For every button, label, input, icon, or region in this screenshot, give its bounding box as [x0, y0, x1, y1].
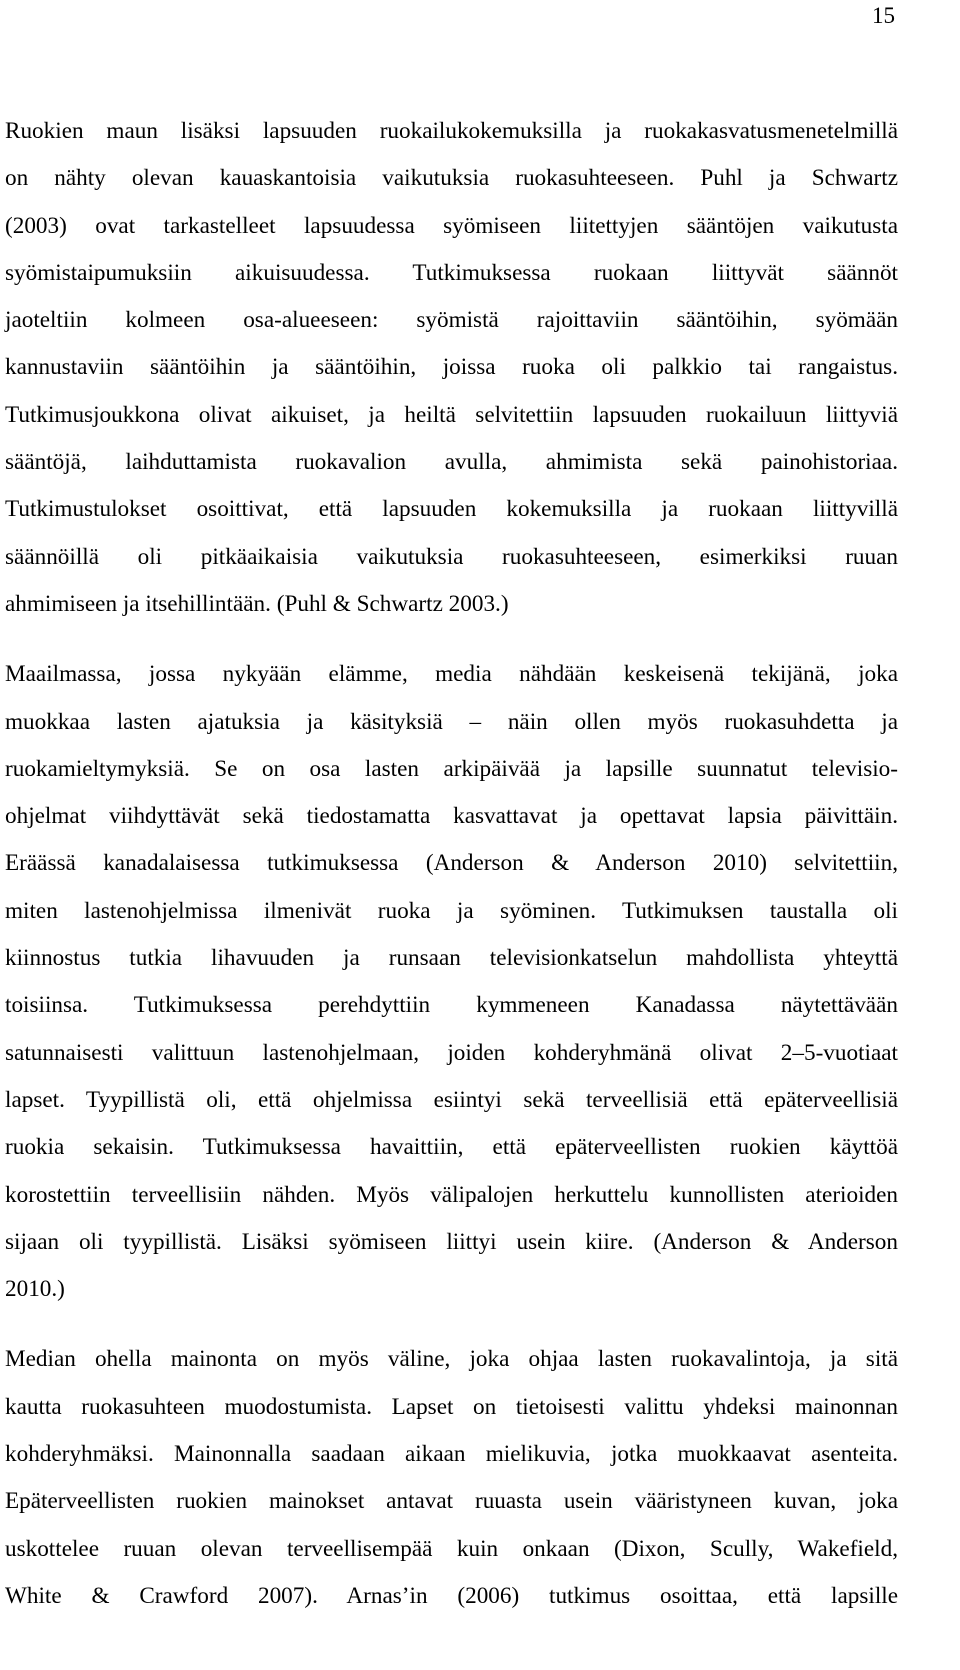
paragraph-2	[5, 651, 898, 1313]
text-line: sijaan oli tyypillistä. Lisäksi syömiseen liittyi usein kiire. (Anderson & Anderson	[5, 1228, 898, 1255]
text-line: ruokamieltymyksiä. Se on osa lasten arkipäivää ja lapsille suunnatut televisio-	[5, 755, 898, 782]
text-line: Tutkimustulokset osoittivat, että lapsuuden kokemuksilla ja ruokaan liittyvillä	[5, 496, 898, 523]
paragraph-1	[5, 108, 898, 628]
text-line: jaoteltiin kolmeen osa-alueeseen: syömistä rajoittaviin sääntöihin, syömään	[5, 307, 898, 334]
text-line: lapset. Tyypillistä oli, että ohjelmissa esiintyi sekä terveellisiä että epäterveellisiä	[5, 1086, 898, 1113]
text-line: on nähty olevan kauaskantoisia vaikutuksia ruokasuhteeseen. Puhl ja Schwartz	[5, 165, 898, 192]
text-line: Maailmassa, jossa nykyään elämme, media nähdään keskeisenä tekijänä, joka	[5, 661, 898, 688]
text-line: kohderyhmäksi. Mainonnalla saadaan aikaan mielikuvia, jotka muokkaavat asenteita.	[5, 1441, 898, 1468]
text-line: säännöillä oli pitkäaikaisia vaikutuksia ruokasuhteeseen, esimerkiksi ruuan	[5, 543, 898, 570]
text-line: Eräässä kanadalaisessa tutkimuksessa (Anderson & Anderson 2010) selvitettiin,	[5, 850, 898, 877]
text-line: Ruokien maun lisäksi lapsuuden ruokailukokemuksilla ja ruokakasvatusmenetelmillä	[5, 118, 898, 144]
text-line: White & Crawford 2007). Arnas’in (2006) tutkimus osoittaa, että lapsille	[5, 1582, 898, 1609]
text-line: (2003) ovat tarkastelleet lapsuudessa syömiseen liitettyjen sääntöjen vaikutusta	[5, 212, 898, 239]
text-line: muokkaa lasten ajatuksia ja käsityksiä – näin ollen myös ruokasuhdetta ja	[5, 708, 898, 735]
text-line: ahmimiseen ja itsehillintään. (Puhl & Schwartz 2003.)	[5, 590, 509, 617]
text-line: kautta ruokasuhteen muodostumista. Lapset on tietoisesti valittu yhdeksi mainonnan	[5, 1393, 898, 1420]
text-line: 2010.)	[5, 1276, 65, 1303]
text-line: miten lastenohjelmissa ilmenivät ruoka ja syöminen. Tutkimuksen taustalla oli	[5, 897, 898, 924]
text-line: ruokia sekaisin. Tutkimuksessa havaittiin, että epäterveellisten ruokien käyttöä	[5, 1134, 898, 1161]
paragraph-3	[5, 1336, 898, 1620]
text-line: korostettiin terveellisiin nähden. Myös välipalojen herkuttelu kunnollisten aterioiden	[5, 1181, 898, 1208]
text-line: kiinnostus tutkia lihavuuden ja runsaan televisionkatselun mahdollista yhteyttä	[5, 945, 898, 972]
text-line: ohjelmat viihdyttävät sekä tiedostamatta kasvattavat ja opettavat lapsia päivittäin.	[5, 803, 898, 830]
text-line: sääntöjä, laihduttamista ruokavalion avulla, ahmimista sekä painohistoriaa.	[5, 449, 898, 476]
text-line: syömistaipumuksiin aikuisuudessa. Tutkimuksessa ruokaan liittyvät säännöt	[5, 259, 898, 286]
text-line: uskottelee ruuan olevan terveellisempää kuin onkaan (Dixon, Scully, Wakefield,	[5, 1535, 898, 1562]
text-line: toisiinsa. Tutkimuksessa perehdyttiin kymmeneen Kanadassa näytettävään	[5, 992, 898, 1019]
body-text	[5, 108, 898, 1620]
text-line: kannustaviin sääntöihin ja sääntöihin, joissa ruoka oli palkkio tai rangaistus.	[5, 354, 898, 381]
page-number: 15	[872, 3, 895, 28]
text-line: Epäterveellisten ruokien mainokset antavat ruuasta usein vääristyneen kuvan, joka	[5, 1488, 898, 1515]
text-line: satunnaisesti valittuun lastenohjelmaan, joiden kohderyhmänä olivat 2–5-vuotiaat	[5, 1039, 898, 1066]
text-line: Median ohella mainonta on myös väline, joka ohjaa lasten ruokavalintoja, ja sitä	[5, 1346, 898, 1373]
text-line: Tutkimusjoukkona olivat aikuiset, ja heiltä selvitettiin lapsuuden ruokailuun liittyviä	[5, 401, 898, 428]
